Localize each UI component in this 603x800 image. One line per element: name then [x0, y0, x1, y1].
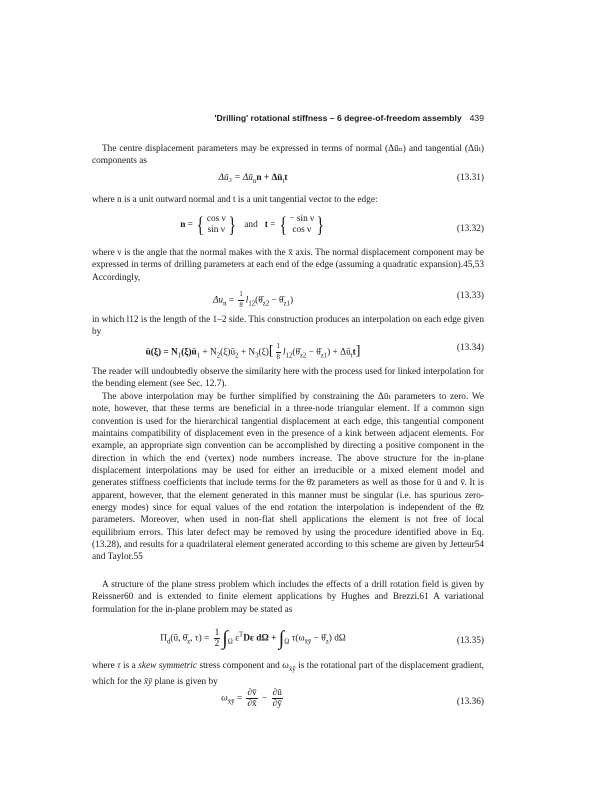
equation-number: (13.33) [456, 291, 484, 301]
equation-13-33 [92, 290, 484, 312]
equation-13-31 [92, 172, 484, 194]
paragraph-3: where ν is the angle that the normal makes with the x̄ axis. The normal displacement component may be expressed in terms of drilling parameters at each end of the edge (assuming a quadratic expansion).45,53 Accordingly, [92, 248, 484, 283]
equation-number: (13.31) [456, 173, 484, 183]
equation-number: (13.34) [456, 343, 484, 353]
paragraph-1: The centre displacement parameters may be expressed in terms of normal (Δūₙ) and tangential (Δūₜ) components as [92, 144, 484, 167]
equation-13-36 [92, 686, 484, 720]
equation-body: Δū₃ = $\Delta ū_nn$ + $\Delta ū_tt$ [218, 173, 288, 185]
equation-body: ū(ξ) = $N_1(\xi)ū_1$ + $N_2(\xi)ū_2 + N_3(\xi)$[ $\frac{1}{8}$ $l_{12}(\thetā_{z2}$ − $\thetā_{z1}$) + $\Delta ū_tt$] [145, 343, 361, 361]
page-number: 439 [469, 113, 484, 123]
equation-13-32 [92, 212, 484, 246]
header-title: 'Drilling' rotational stiffness – 6 degree-of-freedom assembly [214, 113, 462, 123]
equation-number: (13.35) [456, 636, 484, 646]
paragraph-2: where n is a unit outward normal and t is a unit tangential vector to the edge: [92, 195, 378, 205]
equation-body: $\Pi_d(ū$, $\thetā_z$, τ) = $\frac{1}{2}$ $\int_\Omega$ $\varepsilon^TD\varepsilon$ $d\Omega + \int_\Omega$ $\tau(\omega_{x̄ȳ}$ − $\thetā_z$) dΩ [160, 627, 346, 650]
paragraph-8: where τ is a skew symmetric stress component and $\omega_{x̄ȳ}$ is the rotational part of the displacement gradient, which for the x̄ȳ plane is given by [92, 661, 484, 688]
paragraph-4: in which l12 is the length of the 1–2 side. This construction produces an interpolation on each edge given by [92, 315, 484, 338]
equation-13-35 [92, 622, 484, 658]
equation-body: n = { cos ν sin ν } and t = { − sin ν cos ν } [180, 212, 325, 237]
equation-body: $\omega_{x̄ȳ}$ = $\frac{\partial v̄}{\partial x̄}$ − $\frac{\partial ū}{\partial ȳ}$ [221, 688, 282, 709]
running-header [92, 113, 484, 123]
paragraph-7: A structure of the plane stress problem which includes the effects of a drill rotation field is given by Reissner60 and is extended to finite element applications by Hughes and Brezzi.61 A variational formulation for the in-plane problem may be stated as [92, 580, 484, 615]
paragraph-6: The above interpolation may be further simplified by constraining the Δūₜ parameters to zero. We note, however, that these terms are beneficial in a three-node triangular element. If a common sign convention is used for the hierarchical tangential displacement at each edge, this tangential component maintains compatibility of displacement even in the presence of a kink between adjacent elements. For example, an appropriate sign convention can be accomplished by directing a positive component in the direction in which the end (vertex) node numbers increase. The above structure for the in-plane displacement interpolations may be used for either an irreducible or a mixed element model and generates stiffness coefficients that include terms for the θ̄z parameters as well as those for ū and v̄. It is apparent, however, that the element generated in this manner must be singular (i.e. has spurious zero-energy modes) since for equal values of the end rotation the interpolation is independent of the θ̄z parameters. Moreover, when used in non-flat shell applications the element is not free of local equilibrium errors. This later defect may be removed by using the procedure identified above in Eq. (13.28), and results for a quadrilateral element generated according to this scheme are given by Jetteur54 and Taylor.55 [92, 392, 484, 563]
equation-number: (13.32) [456, 224, 484, 234]
equation-number: (13.36) [456, 697, 484, 707]
paragraph-5: The reader will undoubtedly observe the similarity here with the process used for linked interpolation for the bending element (see Sec. 12.7). [92, 367, 484, 390]
equation-body: $\Delta u_n$ = $\frac{1}{8}$ $l_{12}(\thetā_{z2}$ − $\thetā_{z1}$) [212, 291, 294, 309]
equation-13-34 [92, 342, 484, 364]
